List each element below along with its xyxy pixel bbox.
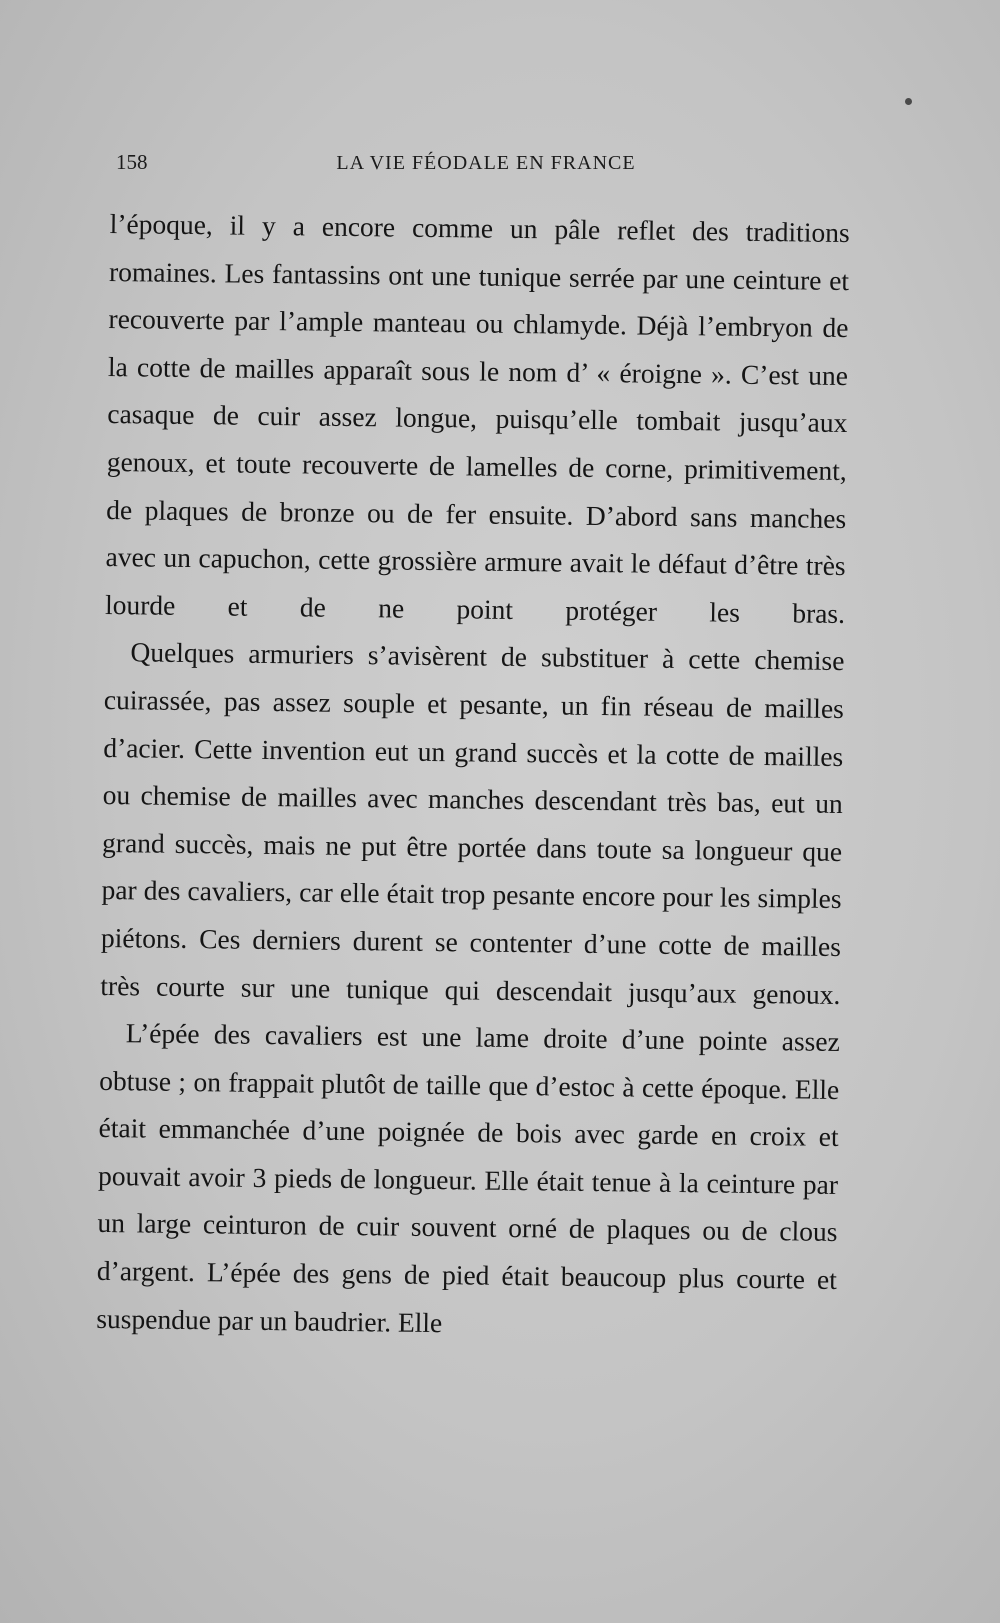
body-text bbox=[96, 200, 850, 1351]
page-header bbox=[116, 144, 856, 184]
paragraph-3: L’épée des cavaliers est une lame droite d’une pointe assez obtuse ; on frappait plutôt de taille que d’estoc à cette époque. Elle était emmanchée d’une poignée de bois avec garde en croix et pouvait avoir 3 pieds de longueur. Elle était tenue à la ceinture par un large ceinturon de cuir souvent orné de plaques ou de clous d’argent. L’épée des gens de pied était beaucoup plus courte et suspendue par un baudrier. Elle bbox=[96, 1017, 840, 1338]
paragraph-1: l’époque, il y a encore comme un pâle reflet des traditions romaines. Les fantassins ont une tunique serrée par une ceinture et recouverte par l’ample manteau ou chlamyde. Déjà l’embryon de la cotte de mailles apparaît sous le nom d’ « éroigne ». C’est une casaque de cuir assez longue, puisqu’elle tombait jusqu’aux genoux, et toute recouverte de lamelles de corne, primitivement, de plaques de bronze ou de fer ensuite. D’abord sans manches avec un capuchon, cette grossière armure avait le défaut d’être très lourde et de ne point protéger les bras. bbox=[104, 207, 850, 629]
paragraph-2: Quelques armuriers s’avisèrent de substituer à cette chemise cuirassée, pas assez souple et pesante, un fin réseau de mailles d’acier. Cette invention eut un grand succès et la cotte de mailles ou chemise de mailles avec manches descendant très bas, eut un grand succès, mais ne put être portée dans toute sa longueur que par des cavaliers, car elle était trop pesante encore pour les simples piétons. Ces derniers durent se contenter d’une cotte de mailles très courte sur une tunique qui descendait jusqu’aux genoux. bbox=[100, 636, 845, 1010]
ink-speck bbox=[905, 98, 912, 105]
running-title: LA VIE FÉODALE EN FRANCE bbox=[336, 152, 636, 174]
page-number: 158 bbox=[116, 150, 148, 174]
